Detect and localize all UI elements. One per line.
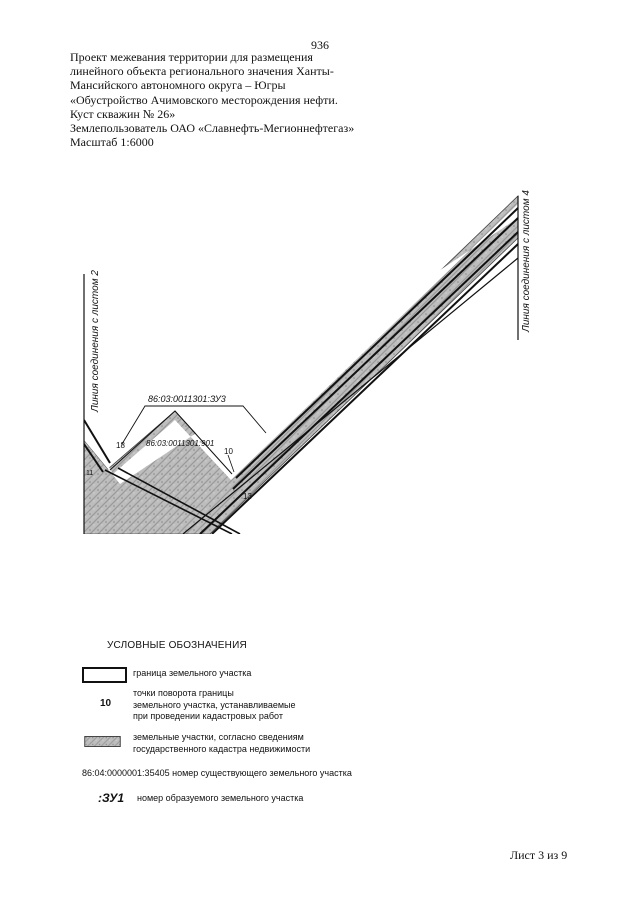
header-line: Масштаб 1:6000 bbox=[70, 135, 154, 150]
corridor-line bbox=[236, 208, 518, 478]
legend-land-swatch bbox=[82, 736, 123, 747]
sheet-number: Лист 3 из 9 bbox=[510, 848, 568, 862]
legend-point-sample: 10 bbox=[100, 698, 112, 709]
legend-point-text-line: при проведении кадастровых работ bbox=[133, 711, 283, 721]
legend-cadastral-text: номер существующего земельного участка bbox=[172, 768, 352, 778]
header-line: Мансийского автономного округа – Югры bbox=[70, 78, 286, 93]
header-line: Куст скважин № 26» bbox=[70, 106, 176, 121]
new-parcel-label: 86:03:0011301:ЗУ3 bbox=[148, 394, 226, 404]
header-line: «Обустройство Ачимовского месторождения нефти. bbox=[70, 92, 338, 107]
corridor-line bbox=[233, 218, 518, 489]
left-junction-label: Линия соединения с листом 2 bbox=[90, 270, 101, 412]
legend-cadastral-sample: 86:04:0000001:35405 bbox=[82, 768, 170, 778]
legend-new-parcel-sample: :ЗУ1 bbox=[98, 791, 125, 805]
legend-point-text-line: земельного участка, устанавливаемые bbox=[133, 699, 296, 710]
right-junction-label: Линия соединения с листом 4 bbox=[521, 190, 532, 332]
existing-parcel-label: 86:03:0011301:901 bbox=[146, 439, 215, 448]
point-label: 18 bbox=[116, 441, 125, 450]
point-label: 11 bbox=[86, 470, 94, 477]
legend-point-text-line: точки поворота границы bbox=[133, 688, 234, 698]
page-number: 936 bbox=[311, 38, 329, 52]
legend-land-text-line: земельные участки, согласно сведениям bbox=[133, 732, 304, 742]
header-line: линейного объекта регионального значения Ханты- bbox=[70, 64, 334, 79]
point-label: 10 bbox=[224, 447, 233, 456]
corridor-line bbox=[183, 258, 518, 534]
legend-title: УСЛОВНЫЕ ОБОЗНАЧЕНИЯ bbox=[107, 640, 247, 651]
legend-land-text bbox=[133, 732, 310, 755]
corridor-line bbox=[212, 244, 518, 534]
header-line: Проект межевания территории для размещения bbox=[70, 50, 313, 64]
legend-new-parcel-text: номер образуемого земельного участка bbox=[137, 793, 304, 803]
legend-cadastral-row bbox=[82, 768, 352, 778]
legend-land-text-line: государственного кадастра недвижимости bbox=[133, 743, 311, 754]
corridor-line bbox=[200, 232, 518, 534]
legend-point-text bbox=[133, 688, 296, 723]
header-line: Землепользователь ОАО «Славнефть-Мегионнефтегаз» bbox=[70, 121, 355, 136]
point-label: 13 bbox=[243, 492, 252, 501]
legend-boundary-swatch bbox=[82, 667, 127, 683]
legend-boundary-text: граница земельного участка bbox=[133, 668, 252, 678]
